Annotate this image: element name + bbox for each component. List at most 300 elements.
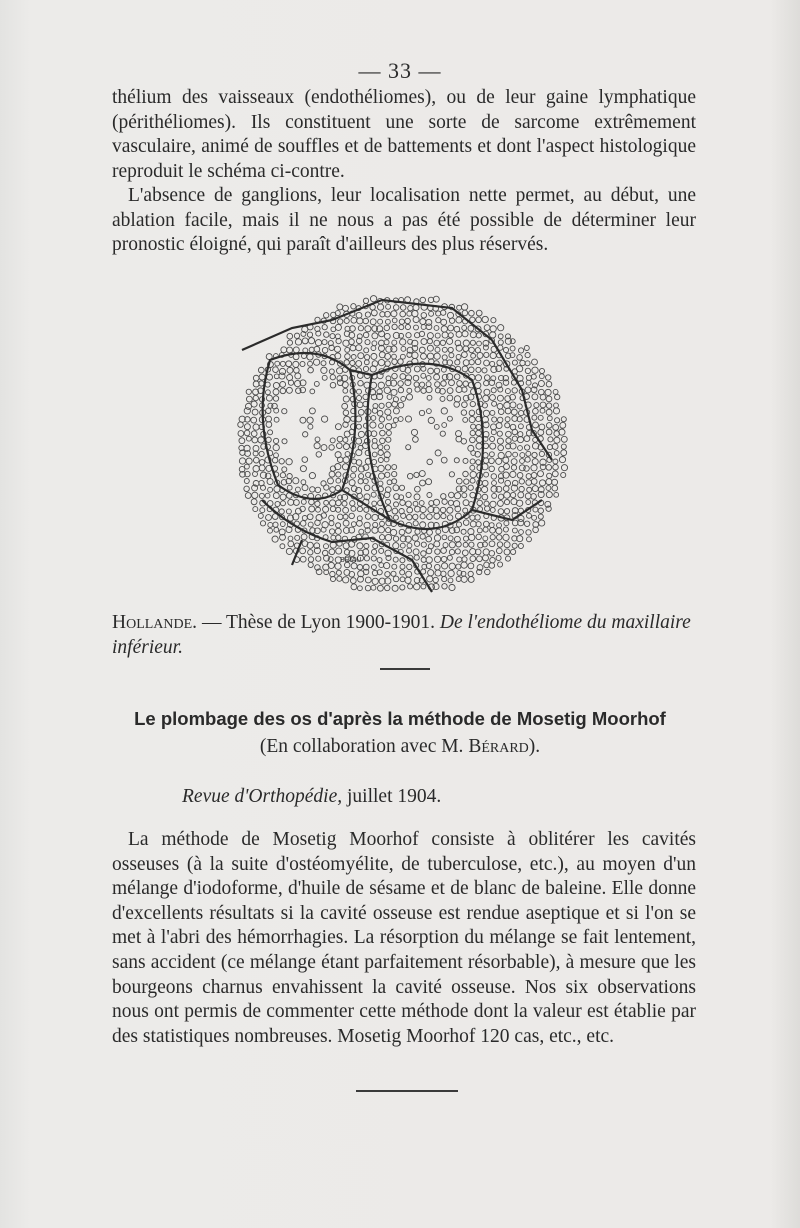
cell-mark [532, 394, 538, 400]
paragraph-text: La méthode de Mosetig Moorhof consiste à oblitérer les cavités osseuses (à la suite d'ostéomyélite, de tuberculose, etc.), au moyen d'un mélange d'iodoforme, d'huile de sésame et de blanc de baleine. Elle donne d'excellents résultats si la cavité osseuse est rendue aseptique et si l'on se met à l'abri des hémorrhagies. La résorption du mélange se fait lentement, sans accident (ce mélange étant parfaitement résorbable), à mesure que les bourgeons charnus envahissent la cavité osseuse. Nos six observations nous ont permis de commenter cette méthode dont la valeur est établie par des statistiques nombreuses. Mosetig Moorhof 120 cas, etc., etc. [112, 829, 696, 1047]
cell-mark [464, 479, 469, 484]
cell-mark [516, 500, 522, 506]
cell-mark [533, 422, 539, 428]
cell-mark [414, 366, 420, 372]
cell-mark [385, 465, 390, 470]
cell-mark [469, 347, 475, 353]
cell-mark [371, 565, 376, 570]
cell-mark [436, 529, 441, 534]
cell-mark [470, 521, 476, 527]
cell-mark [513, 452, 518, 457]
cell-mark [455, 360, 460, 365]
cell-mark [497, 417, 502, 422]
figure-signature: BRIAU [340, 557, 362, 564]
cell-mark [518, 492, 524, 498]
cell-mark [554, 451, 559, 456]
cell-mark [407, 514, 413, 520]
cell-mark [380, 521, 385, 526]
cell-mark [427, 353, 433, 359]
cell-mark [447, 388, 453, 394]
cell-mark [505, 408, 511, 414]
cell-mark [405, 324, 410, 329]
cell-mark [300, 466, 306, 472]
cell-mark [378, 473, 384, 479]
cell-mark [358, 479, 363, 484]
cell-mark [456, 478, 462, 484]
cell-mark [351, 317, 357, 323]
cell-mark [329, 521, 334, 526]
cell-mark [434, 513, 440, 519]
cell-mark [370, 296, 376, 302]
cell-mark [412, 310, 418, 316]
cell-mark [504, 549, 510, 555]
cell-mark [324, 500, 329, 505]
cell-mark [380, 438, 386, 444]
cell-mark [337, 576, 342, 581]
cell-mark [275, 501, 280, 506]
cell-mark [414, 584, 420, 590]
cell-mark [519, 479, 524, 484]
cell-mark [457, 381, 463, 387]
cell-mark [343, 437, 348, 442]
cell-mark [414, 333, 419, 338]
cell-mark [518, 348, 523, 353]
cell-mark [351, 466, 357, 472]
cell-mark [420, 319, 426, 325]
cell-mark [441, 310, 446, 315]
cell-mark [532, 367, 538, 373]
cell-mark [387, 395, 392, 400]
cell-mark [378, 527, 384, 533]
cell-mark [539, 424, 545, 430]
cell-mark [441, 556, 447, 562]
cell-mark [393, 557, 398, 562]
cell-mark [442, 355, 447, 360]
cell-mark [441, 571, 446, 576]
cell-mark [335, 424, 341, 430]
cell-mark [238, 431, 244, 437]
cell-mark [443, 543, 448, 548]
cell-mark [265, 390, 270, 395]
cell-mark [405, 577, 411, 583]
cell-mark [364, 556, 369, 561]
cell-mark [411, 429, 417, 435]
cell-mark [526, 500, 531, 505]
cell-mark [303, 432, 308, 437]
cell-mark [449, 584, 455, 590]
cell-mark [469, 542, 474, 547]
cell-mark [435, 382, 440, 387]
cell-mark [463, 458, 468, 463]
cell-mark [489, 458, 495, 464]
cell-mark [244, 486, 250, 492]
cell-mark [359, 529, 364, 534]
cell-mark [462, 310, 468, 316]
cell-mark [553, 389, 558, 394]
cell-mark [351, 522, 356, 527]
cell-mark [490, 443, 496, 449]
cell-mark [302, 457, 308, 463]
cell-mark [253, 381, 259, 387]
cell-mark [531, 374, 536, 379]
cell-mark [434, 535, 440, 541]
cell-mark [273, 382, 279, 388]
cell-mark [428, 417, 434, 423]
cell-mark [379, 423, 384, 428]
cell-mark [540, 402, 546, 408]
cell-mark [512, 436, 517, 441]
cell-mark [559, 429, 565, 435]
cell-mark [322, 340, 327, 345]
cell-mark [447, 507, 453, 513]
cell-mark [440, 340, 445, 345]
cell-mark [364, 360, 369, 365]
cell-mark [475, 375, 481, 381]
cell-mark [414, 472, 419, 477]
cell-mark [357, 493, 362, 498]
cell-mark [313, 359, 319, 365]
cell-mark [433, 583, 439, 589]
cell-mark [316, 507, 321, 512]
cell-mark [253, 457, 259, 463]
cell-mark [294, 333, 299, 338]
cell-mark [546, 403, 551, 408]
cell-mark [442, 332, 448, 338]
cell-mark [293, 347, 299, 353]
cell-mark [379, 417, 385, 423]
cell-mark [491, 430, 496, 435]
cell-mark [428, 570, 434, 576]
cell-mark [308, 424, 313, 429]
cell-mark [476, 443, 482, 449]
cell-mark [363, 332, 368, 337]
cell-mark [476, 317, 482, 323]
cell-mark [506, 451, 512, 457]
cell-mark [520, 453, 525, 458]
cell-mark [415, 486, 421, 492]
cell-mark [308, 557, 313, 562]
cell-mark [365, 577, 371, 583]
cell-mark [363, 366, 368, 371]
cell-mark [386, 437, 391, 442]
cell-mark [518, 543, 523, 548]
cell-mark [309, 472, 315, 478]
cell-mark [533, 408, 539, 414]
cell-mark [378, 359, 384, 365]
cell-mark [342, 501, 347, 506]
cell-mark [441, 494, 446, 499]
cell-mark [265, 382, 270, 387]
cell-mark [274, 408, 279, 413]
cell-mark [484, 325, 490, 331]
cell-mark [483, 521, 489, 527]
cell-mark [328, 478, 334, 484]
cell-mark [510, 402, 516, 408]
cell-mark [552, 444, 558, 450]
cell-mark [372, 549, 377, 554]
cell-mark [484, 472, 489, 477]
cell-mark [244, 430, 250, 436]
cell-mark [554, 403, 559, 408]
cell-mark [532, 359, 538, 365]
cell-mark [344, 318, 349, 323]
cell-mark [454, 493, 460, 499]
cell-mark [421, 313, 427, 319]
cell-mark [266, 437, 271, 442]
cell-mark [448, 333, 453, 338]
cell-mark [266, 408, 271, 413]
cell-mark [393, 515, 398, 520]
cell-mark [428, 368, 434, 374]
cell-mark [441, 457, 447, 463]
cell-mark [323, 506, 329, 512]
cell-mark [498, 325, 504, 331]
cell-mark [484, 375, 490, 381]
cell-mark [349, 513, 355, 519]
cell-mark [266, 416, 272, 422]
cell-mark [435, 564, 441, 570]
cell-mark [524, 346, 529, 351]
cell-mark [372, 578, 378, 584]
cell-mark [371, 353, 377, 359]
cell-mark [343, 443, 349, 449]
cell-mark [357, 402, 363, 408]
cell-mark [279, 459, 284, 464]
cell-mark [310, 389, 315, 394]
cell-mark [456, 577, 461, 582]
cell-mark [406, 501, 412, 507]
cell-mark [392, 401, 398, 407]
cell-mark [420, 382, 425, 387]
cell-mark [546, 423, 552, 429]
cell-mark [259, 451, 264, 456]
cell-mark [491, 424, 497, 430]
cell-mark [385, 499, 390, 504]
cell-mark [539, 480, 545, 486]
cell-mark [483, 395, 489, 401]
cell-mark [407, 507, 413, 513]
cell-mark [457, 557, 462, 562]
cell-mark [400, 558, 405, 563]
cell-mark [462, 325, 467, 330]
cell-mark [427, 530, 433, 536]
cell-mark [475, 515, 480, 520]
cell-mark [349, 480, 355, 486]
cell-mark [280, 361, 285, 366]
cell-mark [253, 375, 259, 381]
cell-mark [392, 564, 397, 569]
cell-mark [363, 298, 368, 303]
cell-mark [400, 311, 406, 317]
cell-mark [470, 401, 475, 406]
cell-mark [274, 417, 279, 422]
cell-mark [252, 409, 258, 415]
cell-mark [350, 501, 355, 506]
cell-mark [359, 474, 364, 479]
cell-mark [483, 527, 488, 532]
cell-mark [525, 353, 530, 358]
cell-mark [407, 311, 412, 316]
cell-mark [392, 471, 397, 476]
cell-mark [518, 446, 523, 451]
cell-mark [288, 499, 294, 505]
cell-mark [471, 353, 476, 358]
cell-mark [356, 416, 362, 422]
cell-mark [426, 376, 431, 381]
cell-mark [273, 444, 279, 450]
caption-dash: — [201, 612, 222, 633]
cell-mark [505, 556, 510, 561]
cell-mark [321, 367, 327, 373]
cell-mark [504, 542, 510, 548]
cell-mark [372, 514, 378, 520]
cell-mark [546, 479, 552, 485]
cell-mark [498, 340, 503, 345]
cell-mark [330, 487, 336, 493]
cell-mark [384, 325, 390, 331]
cell-mark [280, 473, 285, 478]
cell-mark [454, 402, 460, 408]
cell-mark [407, 564, 412, 569]
cell-mark [302, 338, 308, 344]
cell-mark [476, 430, 482, 436]
cell-mark [426, 557, 432, 563]
cell-mark [504, 499, 509, 504]
cell-mark [399, 485, 404, 490]
cell-mark [506, 438, 511, 443]
cell-mark [378, 457, 383, 462]
cell-mark [385, 423, 391, 429]
cell-mark [378, 481, 383, 486]
cell-mark [329, 369, 334, 374]
cell-mark [392, 318, 397, 323]
cell-mark [272, 536, 278, 542]
cell-mark [561, 417, 566, 422]
cell-mark [413, 501, 418, 506]
cell-mark [463, 536, 468, 541]
cell-mark [343, 577, 349, 583]
cell-mark [468, 577, 474, 583]
cell-mark [427, 339, 432, 344]
cell-mark [527, 537, 532, 542]
cell-mark [334, 346, 340, 352]
cell-mark [477, 500, 483, 506]
cell-mark [282, 467, 287, 472]
cell-mark [321, 445, 327, 451]
cell-mark [503, 457, 509, 463]
cell-mark [441, 367, 446, 372]
cell-mark [287, 333, 293, 339]
cell-mark [490, 332, 496, 338]
cell-mark [371, 585, 376, 590]
cell-mark [484, 360, 490, 366]
cell-mark [555, 394, 560, 399]
cell-mark [384, 562, 390, 568]
cell-mark [275, 361, 280, 366]
cell-mark [475, 452, 481, 458]
cell-mark [364, 485, 370, 491]
cell-mark [364, 507, 369, 512]
cell-mark [244, 478, 249, 483]
cell-mark [251, 431, 257, 437]
cell-mark [434, 541, 440, 547]
cell-mark [504, 402, 510, 408]
cell-mark [329, 529, 334, 534]
cell-mark [498, 494, 503, 499]
cell-mark [336, 548, 342, 554]
cell-mark [496, 548, 502, 554]
cell-mark [322, 375, 327, 380]
cell-mark [273, 493, 279, 499]
cell-mark [496, 423, 502, 429]
cell-mark [492, 481, 497, 486]
cell-mark [483, 536, 488, 541]
cell-mark [455, 549, 460, 554]
cell-mark [398, 402, 404, 408]
cell-mark [517, 355, 523, 361]
cell-mark [406, 445, 411, 450]
cell-mark [442, 563, 448, 569]
cell-mark [322, 325, 327, 330]
cell-mark [356, 460, 362, 466]
cell-mark [461, 529, 466, 534]
cell-mark [293, 500, 299, 506]
cell-mark [390, 529, 396, 535]
cell-mark [371, 556, 376, 561]
cell-mark [442, 535, 447, 540]
cell-mark [449, 492, 455, 498]
cell-mark [482, 480, 488, 486]
cell-mark [511, 409, 517, 415]
cell-mark [268, 487, 273, 492]
cell-mark [510, 549, 515, 554]
cell-mark [532, 486, 538, 492]
cell-mark [288, 536, 293, 541]
cell-mark [490, 436, 495, 441]
cell-mark [526, 375, 531, 380]
cell-mark [441, 381, 447, 387]
journal-date: juillet 1904. [347, 786, 442, 807]
cell-mark [386, 304, 391, 309]
cell-mark [448, 536, 453, 541]
cell-mark [470, 332, 476, 338]
cell-mark [497, 431, 502, 436]
cell-mark [547, 445, 552, 450]
cell-mark [268, 430, 273, 435]
cell-mark [442, 347, 447, 352]
cell-mark [345, 354, 351, 360]
cell-mark [525, 368, 530, 373]
cell-mark [469, 310, 475, 316]
cell-mark [281, 501, 286, 506]
cell-mark [384, 585, 389, 590]
cell-mark [434, 353, 440, 359]
cell-mark [282, 439, 287, 444]
cell-mark [441, 326, 447, 332]
cell-mark [392, 324, 397, 329]
cell-mark [489, 551, 495, 557]
cell-mark [510, 339, 515, 344]
cell-mark [321, 361, 326, 366]
cell-mark [385, 572, 390, 577]
cell-mark [370, 319, 376, 325]
cell-mark [365, 355, 370, 360]
cell-mark [364, 348, 369, 353]
cell-mark [490, 361, 495, 366]
end-divider [356, 1090, 458, 1092]
cell-mark [539, 520, 545, 526]
cell-mark [378, 382, 384, 388]
